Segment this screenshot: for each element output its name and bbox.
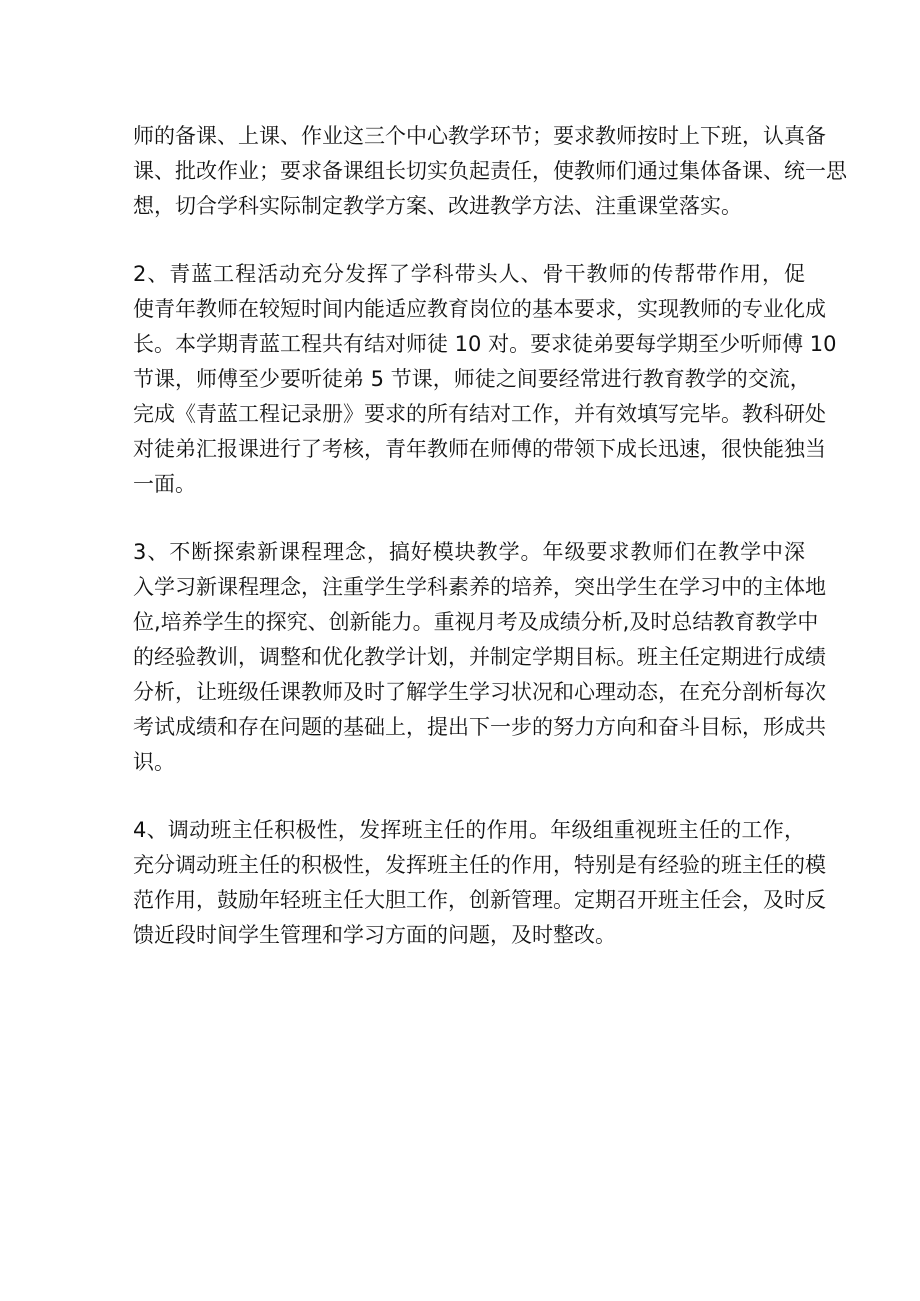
paragraph-3: [133, 535, 826, 780]
text-line: 3、不断探索新课程理念，搞好模块教学。年级要求教师们在教学中深: [133, 540, 805, 564]
paragraph-1: [133, 119, 847, 224]
text-line: 一面。: [133, 472, 196, 496]
paragraph-2: [133, 257, 837, 502]
text-line: 师的备课、上课、作业这三个中心教学环节；要求教师按时上下班，认真备: [133, 124, 826, 148]
text-line: 4、调动班主任积极性，发挥班主任的作用。年级组重视班主任的工作，: [133, 818, 805, 842]
text-line: 的经验教训，调整和优化教学计划，并制定学期目标。班主任定期进行成绩: [133, 645, 826, 669]
text-line: 对徒弟汇报课进行了考核，青年教师在师傅的带领下成长迅速，很快能独当: [133, 437, 826, 461]
document-body: [133, 119, 847, 986]
text-line: 节课，师傅至少要听徒弟 5 节课，师徒之间要经常进行教育教学的交流，: [133, 367, 811, 391]
text-line: 完成《青蓝工程记录册》要求的所有结对工作，并有效填写完毕。教科研处: [133, 402, 826, 426]
text-line: 识。: [133, 750, 175, 774]
text-line: 课、批改作业；要求备课组长切实负起责任，使教师们通过集体备课、统一思: [133, 159, 847, 183]
text-line: 长。本学期青蓝工程共有结对师徒 10 对。要求徒弟要每学期至少听师傅 10: [133, 332, 837, 356]
text-line: 想，切合学科实际制定教学方案、改进教学方法、注重课堂落实。: [133, 194, 742, 218]
text-line: 2、青蓝工程活动充分发挥了学科带头人、骨干教师的传帮带作用，促: [133, 262, 805, 286]
text-line: 使青年教师在较短时间内能适应教育岗位的基本要求，实现教师的专业化成: [133, 297, 826, 321]
text-line: 考试成绩和存在问题的基础上，提出下一步的努力方向和奋斗目标，形成共: [133, 715, 826, 739]
paragraph-4: [133, 813, 826, 953]
text-line: 范作用，鼓励年轻班主任大胆工作，创新管理。定期召开班主任会，及时反: [133, 888, 826, 912]
text-line: 入学习新课程理念，注重学生学科素养的培养，突出学生在学习中的主体地: [133, 575, 826, 599]
text-line: 充分调动班主任的积极性，发挥班主任的作用，特别是有经验的班主任的模: [133, 853, 826, 877]
text-line: 分析，让班级任课教师及时了解学生学习状况和心理动态，在充分剖析每次: [133, 680, 826, 704]
text-line: 位,培养学生的探究、创新能力。重视月考及成绩分析,及时总结教育教学中: [133, 610, 819, 634]
text-line: 馈近段时间学生管理和学习方面的问题，及时整改。: [133, 923, 616, 947]
